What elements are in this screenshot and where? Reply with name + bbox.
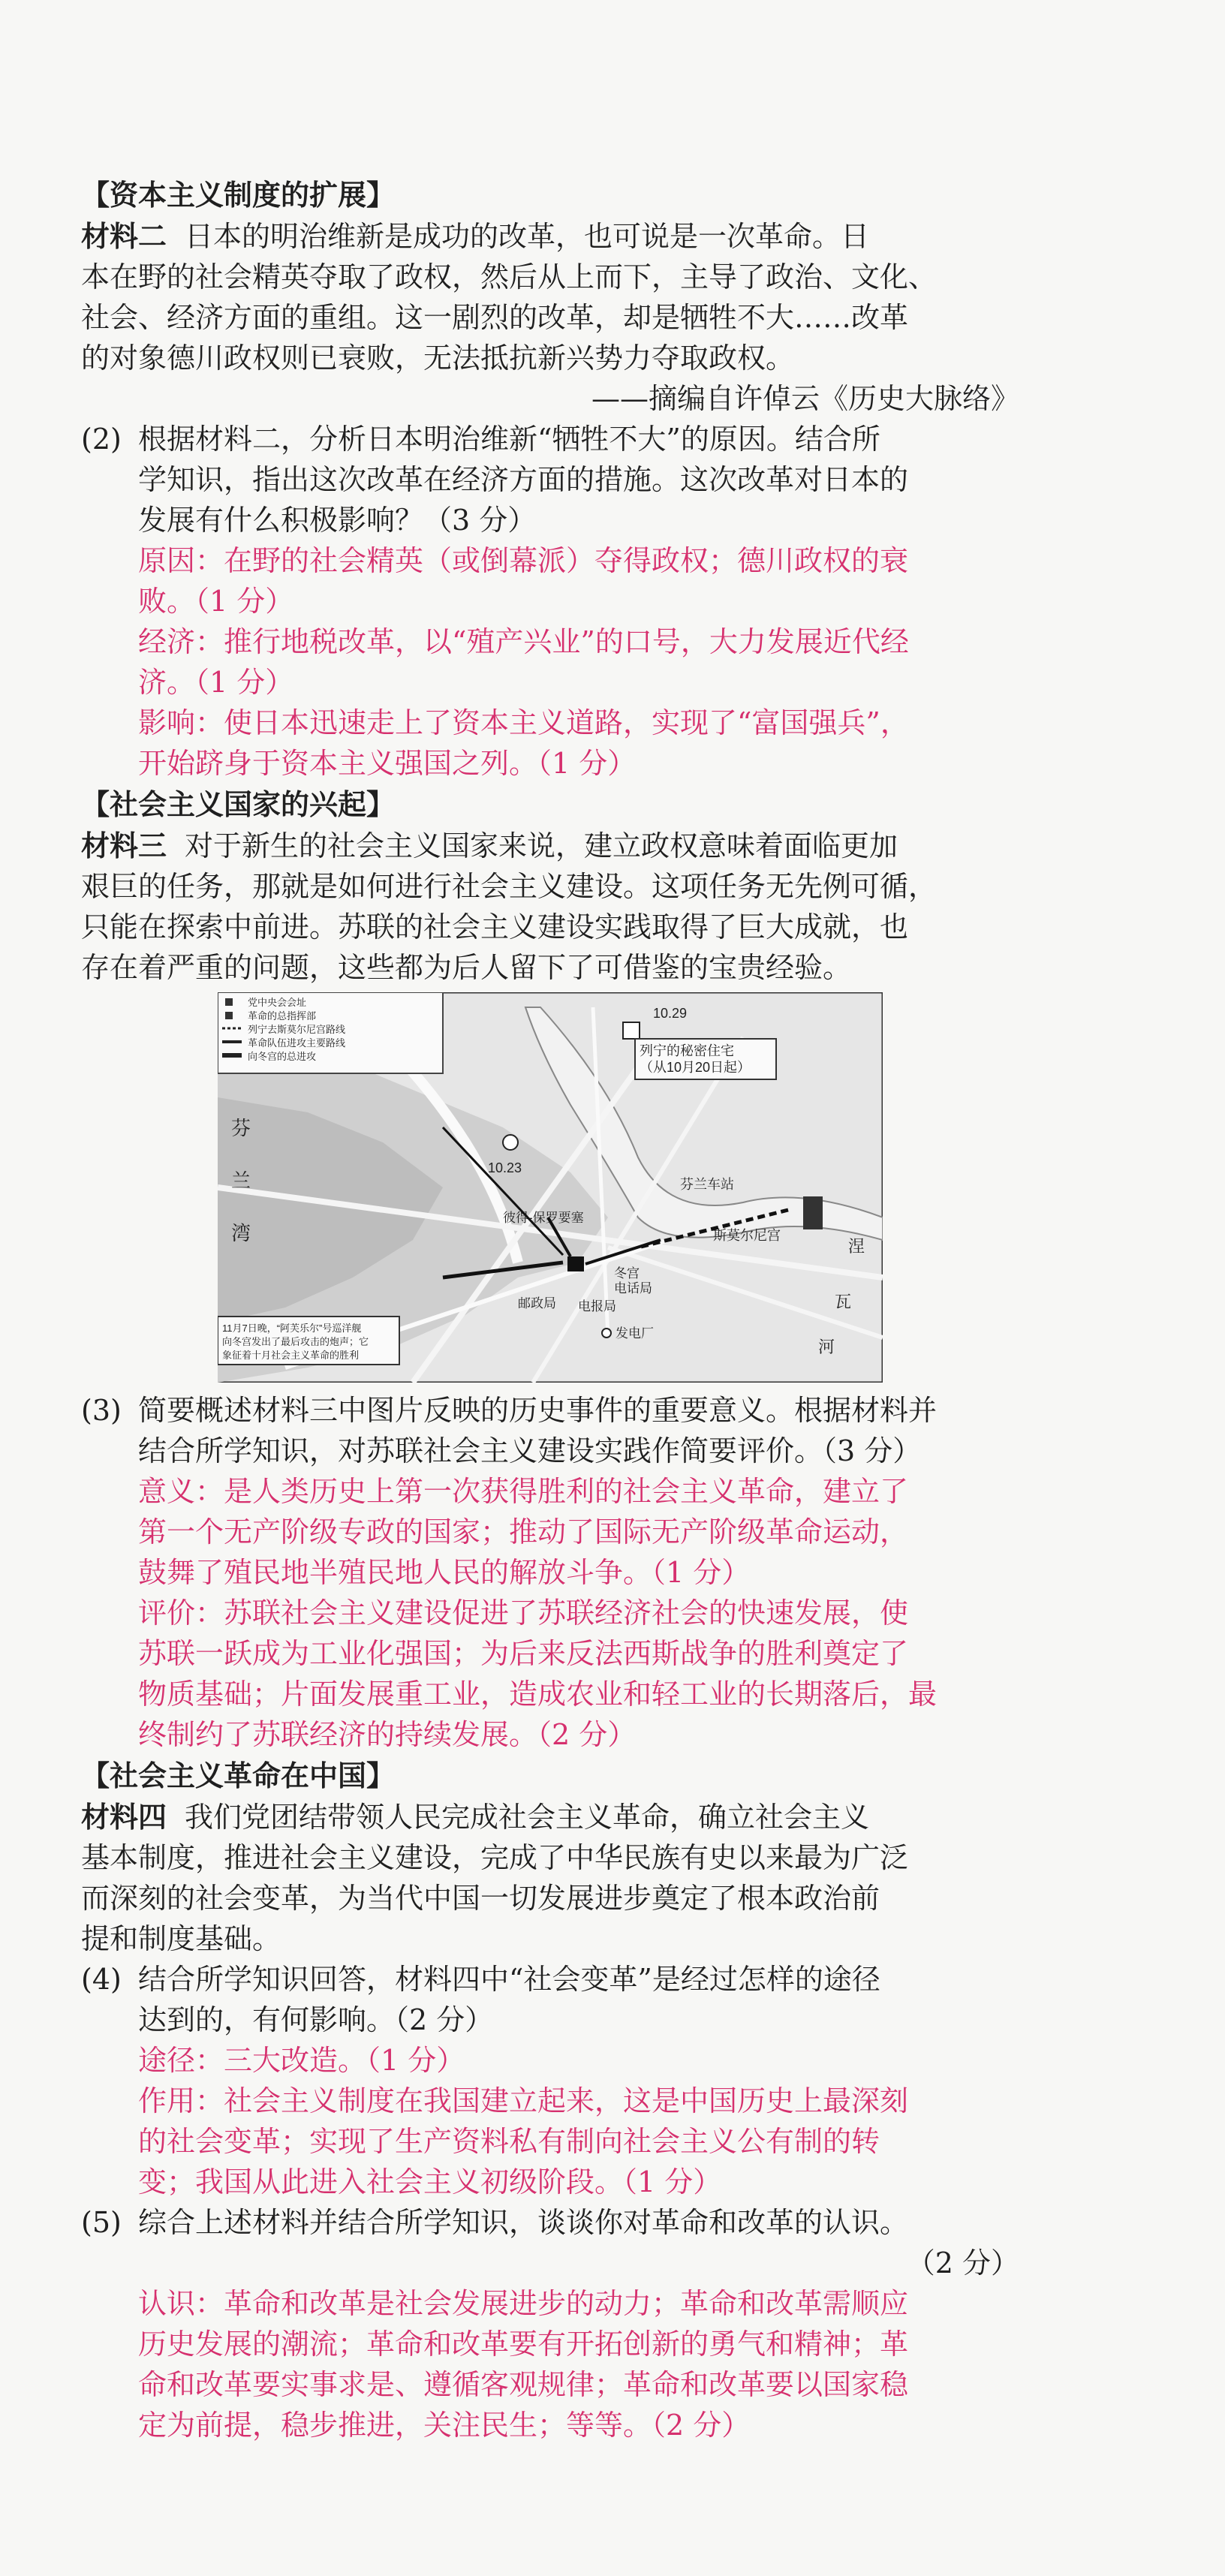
map-label-1029: 10.29 bbox=[653, 1006, 688, 1021]
material-3-line: 存在着严重的问题，这些都为后人留下了可借鉴的宝贵经验。 bbox=[81, 951, 852, 984]
map-note-line: 11月7日晚，“阿芙乐尔”号巡洋舰 bbox=[222, 1323, 362, 1334]
map-legend-item: 党中央会会址 bbox=[248, 997, 307, 1008]
map-legend-item: 革命的总指挥部 bbox=[248, 1010, 317, 1022]
map-label-river: 瓦 bbox=[835, 1293, 852, 1311]
map-label-1023: 10.23 bbox=[488, 1160, 522, 1175]
map-note-line: 象征着十月社会主义革命的胜利 bbox=[222, 1350, 360, 1361]
map-gulf-char: 兰 bbox=[231, 1169, 251, 1192]
material-4-label: 材料四 bbox=[81, 1801, 167, 1834]
question-number: (2) bbox=[81, 423, 122, 456]
october-revolution-map bbox=[218, 992, 883, 1383]
map-label-power: 发电厂 bbox=[616, 1326, 654, 1341]
answer-2: 原因：在野的社会精英（或倒幕派）夺得政权；德川政权的衰 败。（1 分） 经济：推行地税改革，以“殖产兴业”的口号，大力发展近代经 济。（1 分） 影响：使日本迅速走上了资本主义道路，实现了“富国强兵”， 开始跻身于资本主义强国之列。（1 分） bbox=[138, 544, 909, 780]
map-gulf-char: 芬 bbox=[231, 1117, 251, 1139]
map-legend-item: 列宁去斯莫尔尼宫路线 bbox=[248, 1024, 346, 1035]
material-3-line: 材料三 对于新生的社会主义国家来说，建立政权意味着面临更加 bbox=[81, 829, 898, 862]
question-5-score: （2 分） bbox=[906, 2246, 1019, 2280]
map-legend-item: 向冬宫的总进攻 bbox=[248, 1051, 317, 1062]
material-3-label: 材料三 bbox=[81, 829, 167, 862]
material-4-line: 材料四 我们党团结带领人民完成社会主义革命，确立社会主义 bbox=[81, 1801, 870, 1834]
section-heading-china: 【社会主义革命在中国】 bbox=[81, 1759, 396, 1792]
answer-5: 认识：革命和改革是社会发展进步的动力；革命和改革需顺应 历史发展的潮流；革命和改革要有开拓创新的勇气和精神；革 命和改革要实事求是、遵循客观规律；革命和改革要以国家稳 定为前提，稳步推进，关注民生；等等。（2 分） bbox=[138, 2287, 909, 2442]
material-4-line: 基本制度，推进社会主义建设，完成了中华民族有史以来最为广泛 bbox=[81, 1841, 909, 1874]
question-number: (4) bbox=[81, 1963, 122, 1996]
material-2-label: 材料二 bbox=[81, 220, 167, 253]
map-label-post: 邮政局 bbox=[518, 1296, 556, 1311]
map-label-telephone: 电话局 bbox=[614, 1281, 652, 1296]
document-body bbox=[81, 174, 1019, 2445]
material-2-source: ——摘编自许倬云《历史大脉络》 bbox=[591, 382, 1019, 415]
map-label-telegraph: 电报局 bbox=[578, 1299, 616, 1314]
question-4: (4) 结合所学知识回答，材料四中“社会变革”是经过怎样的途径 达到的，有何影响。（2 分） bbox=[81, 1959, 1019, 2040]
material-2-line: 本在野的社会精英夺取了政权，然后从上而下，主导了政治、文化、 bbox=[81, 260, 938, 293]
question-number: (5) bbox=[81, 2206, 122, 2239]
map-label-lenin-home: 列宁的秘密住宅 bbox=[640, 1043, 734, 1058]
map-label-smolny: 斯莫尔尼宫 bbox=[713, 1228, 781, 1243]
material-2-line: 社会、经济方面的重组。这一剧烈的改革，却是牺牲不大……改革 bbox=[81, 301, 909, 334]
answer-3: 意义：是人类历史上第一次获得胜利的社会主义革命，建立了 第一个无产阶级专政的国家；推动了国际无产阶级革命运动， 鼓舞了殖民地半殖民地人民的解放斗争。（1 分） 评价：苏联社会主义建设促进了苏联经济社会的快速发展，使 苏联一跃成为工业化强国；为后来反法西斯战争的胜利奠定了 物质基础；片面发展重工业，造成农业和轻工业的长期落后，最 终制约了苏联经济的持续发展。（2 分） bbox=[138, 1475, 938, 1751]
map-label-river: 河 bbox=[818, 1338, 835, 1356]
question-number: (3) bbox=[81, 1394, 122, 1427]
material-2-line: 的对象德川政权则已衰败，无法抵抗新兴势力夺取政权。 bbox=[81, 342, 795, 375]
map-label-fortress: 彼得-保罗要塞 bbox=[503, 1211, 584, 1225]
question-3: (3) 简要概述材料三中图片反映的历史事件的重要意义。根据材料并 结合所学知识，对苏联社会主义建设实践作简要评价。（3 分） bbox=[81, 1390, 1019, 1471]
material-4-line: 而深刻的社会变革，为当代中国一切发展进步奠定了根本政治前 bbox=[81, 1882, 880, 1915]
question-5: (5) 综合上述材料并结合所学知识，谈谈你对革命和改革的认识。 （2 分） bbox=[81, 2202, 1019, 2283]
material-3-line: 只能在探索中前进。苏联的社会主义建设实践取得了巨大成就，也 bbox=[81, 910, 909, 943]
material-3-line: 艰巨的任务，那就是如何进行社会主义建设。这项任务无先例可循， bbox=[81, 870, 938, 903]
map-legend-item: 革命队伍进攻主要路线 bbox=[248, 1037, 346, 1049]
map-label-lenin-home-note: （从10月20日起） bbox=[640, 1060, 751, 1075]
map-gulf-char: 湾 bbox=[231, 1222, 251, 1244]
section-heading-socialism: 【社会主义国家的兴起】 bbox=[81, 788, 396, 821]
map-label-river: 涅 bbox=[848, 1237, 865, 1256]
map-label-finland-station: 芬兰车站 bbox=[680, 1177, 734, 1192]
section-heading-capitalism: 【资本主义制度的扩展】 bbox=[81, 179, 396, 212]
answer-4: 途径：三大改造。（1 分） 作用：社会主义制度在我国建立起来，这是中国历史上最深刻 的社会变革；实现了生产资料私有制向社会主义公有制的转 变；我国从此进入社会主义初级阶段。（1 分） bbox=[138, 2044, 909, 2198]
question-2: (2) 根据材料二，分析日本明治维新“牺牲不大”的原因。结合所 学知识，指出这次改革在经济方面的措施。这次改革对日本的 发展有什么积极影响？（3 分） bbox=[81, 419, 1019, 540]
map-label-winter-palace: 冬宫 bbox=[614, 1266, 640, 1280]
map-note-line: 向冬宫发出了最后攻击的炮声；它 bbox=[222, 1336, 369, 1347]
material-4-line: 提和制度基础。 bbox=[81, 1922, 281, 1955]
material-2-line: 材料二 日本的明治维新是成功的改革，也可说是一次革命。日 bbox=[81, 220, 870, 253]
